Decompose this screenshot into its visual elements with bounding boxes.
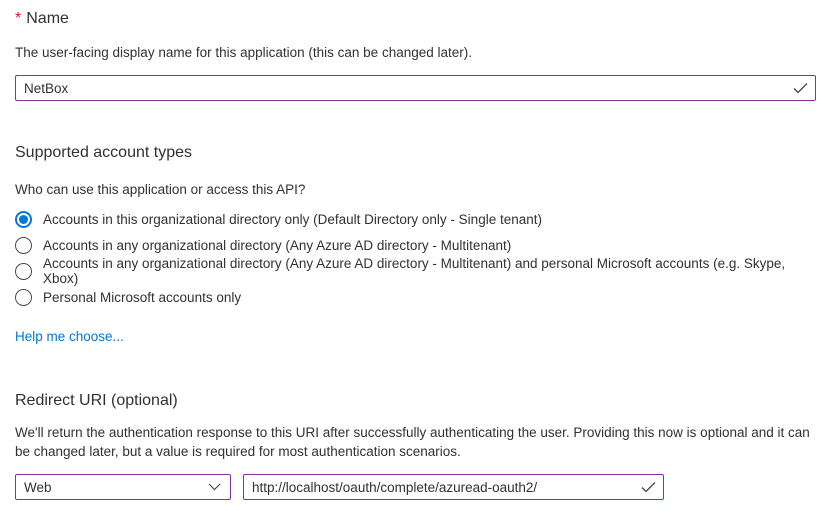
account-types-section-title: Supported account types [15, 144, 193, 161]
radio-button[interactable] [15, 211, 32, 228]
radio-button[interactable] [15, 263, 32, 280]
check-icon [793, 83, 808, 94]
radio-option-personal-only[interactable] [15, 284, 815, 310]
platform-select[interactable] [15, 474, 231, 500]
account-types-question: Who can use this application or access this API? [15, 182, 306, 197]
radio-option-label: Accounts in any organizational directory (Any Azure AD directory - Multitenant) [43, 237, 512, 253]
name-section-title [15, 8, 815, 30]
platform-select-value: Web [24, 479, 52, 495]
name-input-wrap [15, 75, 816, 101]
radio-button[interactable] [15, 237, 32, 254]
chevron-down-icon [208, 483, 221, 491]
required-asterisk: * [15, 10, 22, 27]
name-description: The user-facing display name for this application (this can be changed later). [15, 45, 472, 60]
radio-option-label: Accounts in any organizational directory (Any Azure AD directory - Multitenant) and personal Microsoft accounts (e.g. Skype, Xbox) [43, 256, 786, 286]
help-me-choose-link[interactable]: Help me choose... [15, 329, 124, 344]
redirect-uri-section-title: Redirect URI (optional) [15, 392, 178, 409]
name-title-text: Name [26, 10, 69, 27]
check-icon [641, 482, 656, 493]
redirect-uri-controls [15, 474, 815, 500]
radio-option-single-tenant[interactable] [15, 206, 815, 232]
name-input[interactable] [15, 75, 816, 101]
uri-input-wrap [243, 474, 664, 500]
redirect-uri-input[interactable] [243, 474, 664, 500]
redirect-uri-description: We'll return the authentication response to this URI after successfully authenticating the user. Providing this now is optional and it can be changed later, but a value is required for most authentication scenarios. [15, 425, 810, 459]
account-types-radio-group [15, 206, 815, 310]
radio-option-label: Accounts in this organizational directory only (Default Directory only - Single tenant) [43, 211, 542, 227]
radio-button[interactable] [15, 289, 32, 306]
radio-option-label: Personal Microsoft accounts only [43, 289, 242, 305]
radio-option-multitenant-personal[interactable] [15, 258, 815, 284]
radio-option-multitenant[interactable] [15, 232, 815, 258]
